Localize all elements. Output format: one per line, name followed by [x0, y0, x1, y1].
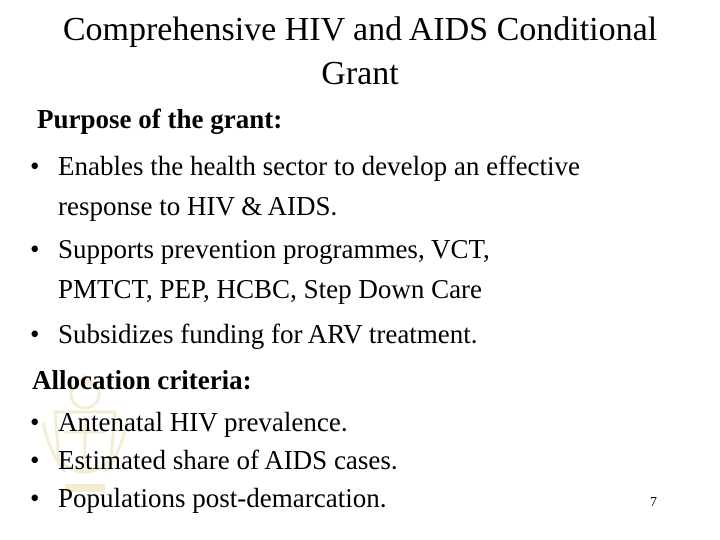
- purpose-heading: Purpose of the grant:: [37, 104, 283, 134]
- purpose-item-2-line-1: Supports prevention programmes, VCT,: [58, 234, 490, 264]
- bullet-marker: •: [30, 407, 40, 437]
- purpose-item-1-line-2: response to HIV & AIDS.: [58, 191, 338, 221]
- bullet-marker: •: [30, 445, 40, 475]
- allocation-heading: Allocation criteria:: [32, 365, 252, 395]
- bullet-marker: •: [30, 483, 40, 513]
- purpose-item-1-line-1: Enables the health sector to develop an effective: [58, 151, 581, 181]
- bullet-marker: •: [30, 319, 40, 349]
- slide-title-line-2: Grant: [321, 55, 399, 92]
- slide-title-line-1: Comprehensive HIV and AIDS Conditional: [62, 11, 658, 48]
- bullet-marker: •: [30, 151, 40, 181]
- allocation-item-3: Populations post-demarcation.: [58, 483, 387, 513]
- purpose-item-3-line-1: Subsidizes funding for ARV treatment.: [58, 319, 478, 349]
- allocation-item-2: Estimated share of AIDS cases.: [58, 445, 398, 475]
- bullet-marker: •: [30, 234, 40, 264]
- allocation-item-1: Antenatal HIV prevalence.: [58, 407, 348, 437]
- page-number: 7: [650, 495, 657, 510]
- slide-title: [20, 8, 700, 96]
- purpose-item-2-line-2: PMTCT, PEP, HCBC, Step Down Care: [58, 274, 483, 304]
